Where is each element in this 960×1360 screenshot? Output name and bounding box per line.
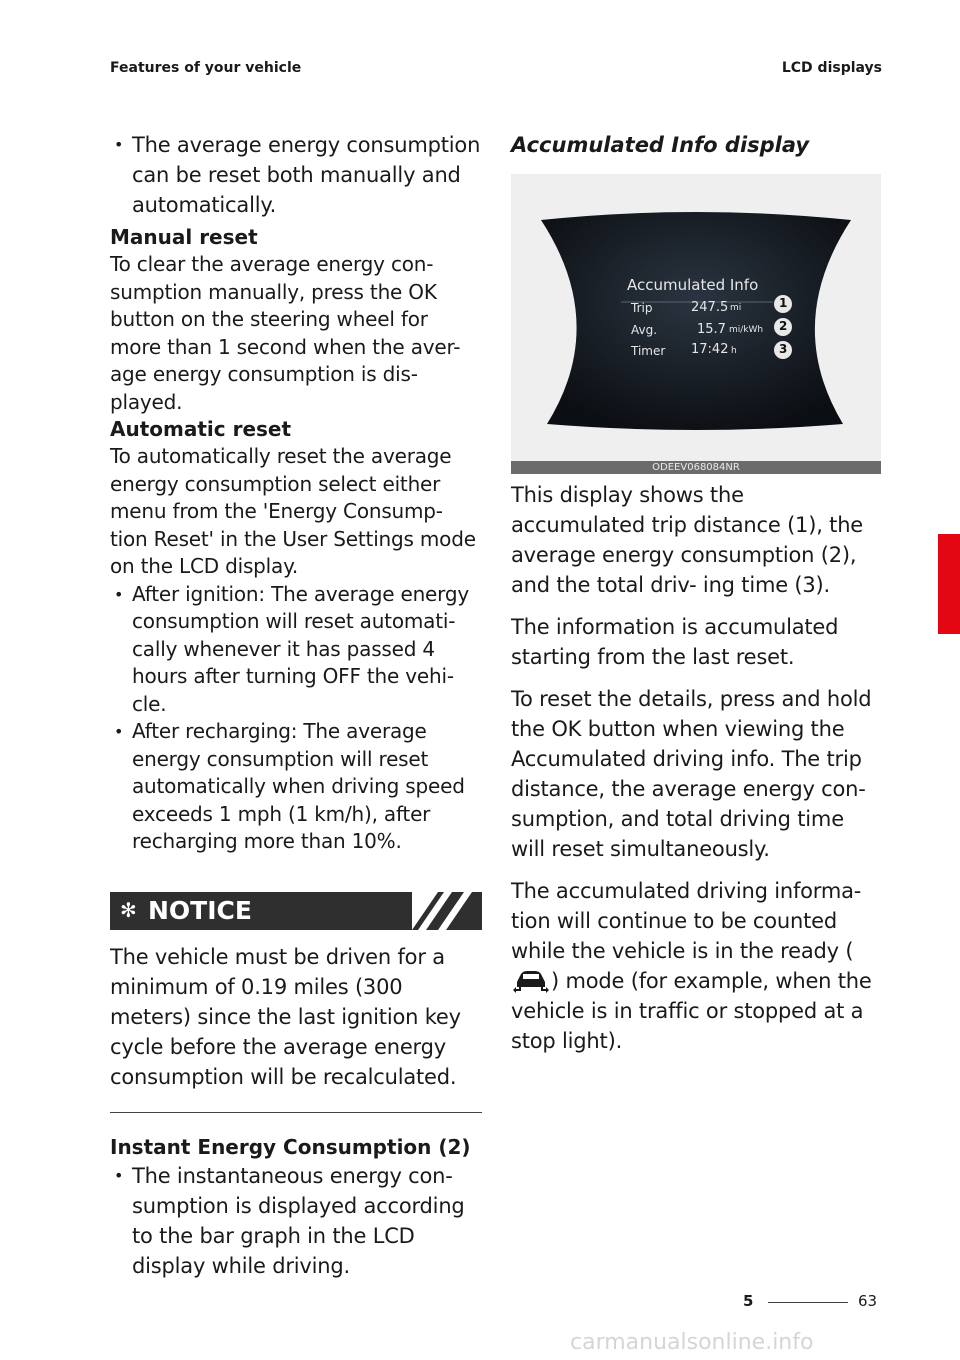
- lcd-row-timer-value: 17:42: [691, 342, 729, 357]
- ready-car-icon: [513, 968, 549, 994]
- lcd-cluster-illustration: [511, 174, 881, 474]
- bullet-after-recharging: • After recharging: The average energy consumption will reset automatically when driving speed exceeds 1 mph (1 km/h), after recharging more than 10%.: [110, 718, 482, 856]
- lcd-row-avg-value: 15.7: [697, 322, 726, 337]
- left-column: [110, 130, 482, 1281]
- automatic-reset-text: To automatically reset the average energy consumption select either menu from the 'Energy Consump- tion Reset' in the User Settings mode on the LCD display.: [110, 444, 476, 578]
- ready-mode-text-c: ) mode (for example, when the vehicle is in traffic or stopped at a stop light).: [511, 969, 872, 1053]
- header-section-title: Features of your vehicle: [110, 60, 302, 76]
- notice-title: NOTICE: [148, 895, 252, 925]
- bullet-reset-intro: • The average energy consumption can be reset both manually and automatically.: [110, 130, 482, 220]
- lcd-row-avg-unit: mi/kWh: [729, 325, 764, 335]
- paragraph-reset-details: To reset the details, press and hold the OK button when viewing the Accumulated driving info. The trip distance, the average energy con- sumption, and total driving time will reset simultaneously.: [511, 687, 872, 861]
- lcd-row-trip-value: 247.5: [691, 300, 729, 315]
- marker-2: 2: [779, 319, 788, 333]
- lcd-row-avg-label: Avg.: [631, 323, 658, 337]
- notice-divider: [110, 1112, 482, 1113]
- ready-mode-text-a: The accumulated driving informa- tion will continue to be counted while the vehicle is in the ready: [511, 879, 862, 963]
- footer-page-number: 63: [858, 1292, 878, 1310]
- bullet-after-ignition: • After ignition: The average energy consumption will reset automati- cally whenever it has passed 4 hours after turning OFF the vehi- cle.: [110, 581, 482, 719]
- paragraph-ready-mode: [511, 876, 883, 1056]
- footer-section-number: 5: [743, 1292, 754, 1310]
- automatic-reset-heading: Automatic reset: [110, 417, 292, 441]
- header-chapter-title: LCD displays: [781, 60, 882, 76]
- lcd-figure: [511, 174, 881, 474]
- marker-3: 3: [779, 342, 788, 356]
- lcd-screen-title: Accumulated Info: [627, 276, 759, 294]
- chapter-tab-number: 5: [944, 612, 956, 632]
- lcd-row-timer-label: Timer: [631, 344, 666, 358]
- ready-mode-paren-open: (: [845, 939, 854, 963]
- footer-divider: [768, 1302, 848, 1303]
- accumulated-info-title: Accumulated Info display: [511, 133, 810, 157]
- manual-reset-text: To clear the average energy con- sumption manually, press the OK button on the steering wheel for more than 1 second when the aver- age energy consumption is dis- played.: [110, 252, 461, 414]
- marker-1: 1: [779, 296, 788, 310]
- notice-asterisk-icon: ✻: [120, 897, 137, 922]
- paragraph-display-description: This display shows the accumulated trip distance (1), the average energy consumption (2), and the total driv- ing time (3).: [511, 483, 864, 597]
- instant-energy-heading: Instant Energy Consumption (2): [110, 1134, 471, 1159]
- lcd-row-timer-unit: h: [731, 346, 737, 356]
- paragraph-accumulated-start: The information is accumulated starting from the last reset.: [511, 615, 839, 669]
- lcd-row-trip-unit: mi: [730, 303, 742, 313]
- bullet-instant-energy: • The instantaneous energy con- sumption is displayed according to the bar graph in the LCD display while driving.: [110, 1161, 482, 1281]
- figure-code: ODEEV068084NR: [511, 461, 881, 474]
- lcd-row-trip-label: Trip: [631, 301, 653, 315]
- manual-reset-heading: Manual reset: [110, 225, 258, 249]
- watermark: carmanualsonline.info: [570, 1330, 814, 1355]
- notice-banner: [110, 892, 482, 930]
- right-column: [511, 130, 883, 1056]
- notice-text: The vehicle must be driven for a minimum of 0.19 miles (300 meters) since the last ignition key cycle before the average energy consumption will be recalculated.: [110, 944, 461, 1089]
- notice-stripes-icon: [412, 892, 482, 930]
